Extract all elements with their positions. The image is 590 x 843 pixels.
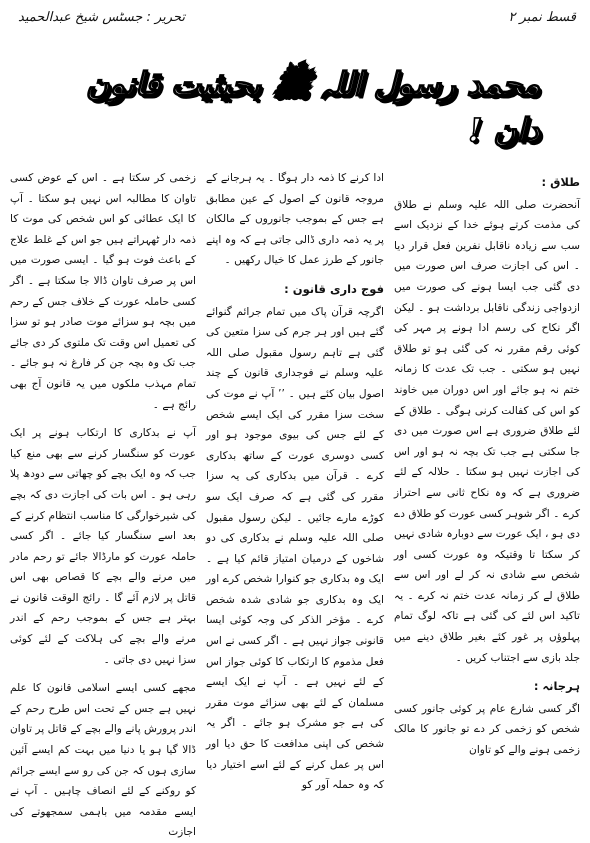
title-banner — [70, 65, 540, 149]
article-body — [10, 168, 580, 839]
paragraph: آنحضرت صلی اللہ علیہ وسلم نے طلاق کی مذمت کرتے ہوئے خدا کے نزدیک اسے سب سے زیادہ ناقابل نفرین فعل قرار دیا ۔ اس کی اجازت صرف اس صورت میں دی گئی جب ایسا ہونے کی صورت میں ازدواجی زندگی ناقابل برداشت ہو ۔ لیکن اگر نکاح کی رسم ادا ہونے پر مہر کی کوئی رقم مقرر نہ کی گئی ہو تو طلاق نہیں ہو سکتی ۔ جب تک عدت کا زمانہ ختم نہ ہو جائے اور اس دوران میں خاوند کو اس کی کفالت کرنی ہوگی ۔ طلاق کے لئے طلاق ضروری ہے اس صورت میں دی جا سکتی ہے جب تک بچہ نہ ہو اور اس کی اجازت نہیں ہو سکتا ۔ حلالہ کے لئے ضروری ہے کہ وہ نکاح ثانی سے احتراز کرے ۔ اگر شوہر کسی عورت کو طلاق دے دی ہو ، ایک عورت سے دوبارہ شادی نہیں کر سکتا تا وقتیکہ وہ عورت کسی اور شخص سے شادی نہ کر لے اور اس سے طلاق لے کر زمانہ عدت ختم نہ کرے ۔ یہ تاکید اس لئے کی گئی ہے تاکہ لوگ تمام پہلوؤں پر غور کئے بغیر طلاق دینے میں جلد بازی سے اجتناب کریں ۔ — [394, 198, 580, 664]
section-heading-divorce: طلاق : — [541, 175, 580, 189]
column-left — [10, 168, 196, 839]
installment-label: قسط نمبر ۲ — [508, 10, 576, 25]
column-middle — [206, 168, 384, 792]
author-byline: تحریر : جسٹس شیخ عبدالحمید — [18, 10, 185, 25]
paragraph: اگرچہ قرآن پاک میں تمام جرائم گنوائے گئے ہیں اور ہر جرم کی سزا متعین کی گئی ہے تاہم رسول مقبول صلی اللہ علیہ وسلم نے فوجداری قانون کے چند اصول بیان کئے ہیں ۔ ’’ آپ نے موت کی سخت سزا مقرر کی ایک ایسے شخص کے لئے جس کی بیوی موجود ہو اور کسی دوسری عورت کے ساتھ بدکاری کرے ۔ قرآن میں بدکاری کی یہ سزا مقرر کی گئی ہے کہ صرف ایک سو کوڑے مارے جائیں ۔ لیکن رسول مقبول صلی اللہ علیہ وسلم نے بدکاری کی دو شاخوں کے درمیان امتیاز قائم کیا ہے ۔ ایک وہ بدکاری جو کنوارا شخص کرے اور ایک وہ بدکاری جو شادی شدہ شخص کرے ۔ مؤخر الذکر کی وجہ کوئی ایسا قانونی جواز نہیں ہے ۔ اگر کسی نے اس فعل مذموم کا ارتکاب کا کوئی جواز اس کے لئے نہیں ہے ۔ آپ نے ایک ایسے مسلمان کے لئے بھی سزائے موت مقرر کی ہے جو مشرک ہو جائے ۔ اگر یہ شخص کی اپنی مدافعت کا حق دیا اور اس پر عمل کرنے کے لئے اسے اختیار دیا کہ وہ حملہ آور کو — [206, 305, 384, 792]
section-heading-criminal-law: فوج داری قانون : — [284, 281, 384, 296]
paragraph: اگر کسی شارع عام پر کوئی جانور کسی شخص کو زخمی کر دے تو جانور کا مالک زخمی ہونے والے کو تاوان — [394, 702, 580, 757]
article-title: محمد رسول اللہ ﷺ بحیثیت قانون دان ! — [85, 65, 540, 149]
section-heading-damages: ہرجانہ : — [533, 679, 580, 694]
paragraph: آپ نے بدکاری کا ارتکاب ہونے پر ایک عورت کو سنگسار کرنے سے بھی منع کیا جب کہ وہ ایک بچے کو چھاتی سے دودھ پلا رہی ہو ۔ اس بات کی اجازت دی کہ بچے کی شیرخوارگی کا مناسب انتظام کرنے کے بعد اسے سنگسار کیا جائے ۔ اگر کسی حاملہ عورت کو مارڈالا جائے تو رحم مادر میں مرنے والے بچے کا قصاص بھی اس قاتل پر لازم آئے گا ۔ رائج الوقت قانون نے بہتر ہے جس کے بموجب رحم کے اندر مرنے والے بچے کی ہلاکت کے لئے کوئی سزا نہیں دی جاتی ۔ — [10, 427, 196, 666]
column-right — [394, 168, 580, 780]
paragraph: مجھے کسی ایسے اسلامی قانون کا علم نہیں ہے جس کے تحت اس طرح رحم کے اندر پرورش پانے والے بچے کے قاتل پر تاوان ڈالا گیا ہو یا دنیا میں بہت کم ایسے آئین سازی ہوں کہ جن کی رو سے ایسے جرائم کو روکنے کے لئے انصاف چاہیں ۔ آپ نے ایسے مقدمہ میں باہمی سمجھوتے کی اجازت — [10, 682, 196, 839]
paragraph: زخمی کر سکتا ہے ۔ اس کے عوض کسی تاوان کا مطالبہ اس نہیں ہو سکتا ۔ آپ کا ایک عطائی کو اس شخص کی موت کا ذمہ دار ٹھہراتے ہیں جو اس کے غلط علاج کے باعث فوت ہو گیا ۔ ایسی صورت میں اس پر صرف تاوان ڈالا جا سکتا ہے ۔ اگر کسی حاملہ عورت کے خلاف جس کے رحم میں بچہ ہو سزائے موت صادر ہو تو سزا کی تعمیل اس وقت تک ملتوی کر دی جائے جب تک وہ بچہ جن کر فارغ نہ ہو جائے ۔ تمام مہذب ملکوں میں یہ قانون آج بھی رائج ہے ۔ — [10, 172, 196, 411]
paragraph: ادا کرنے کا ذمہ دار ہوگا ۔ یہ ہرجانے کے مروجہ قانون کے اصول کے عین مطابق ہے جس کے بموجب جانوروں کے مالکان پر یہ ذمہ داری ڈالی جاتی ہے کہ وہ اپنے جانور کے طرز عمل کا خیال رکھیں ۔ — [206, 172, 384, 267]
